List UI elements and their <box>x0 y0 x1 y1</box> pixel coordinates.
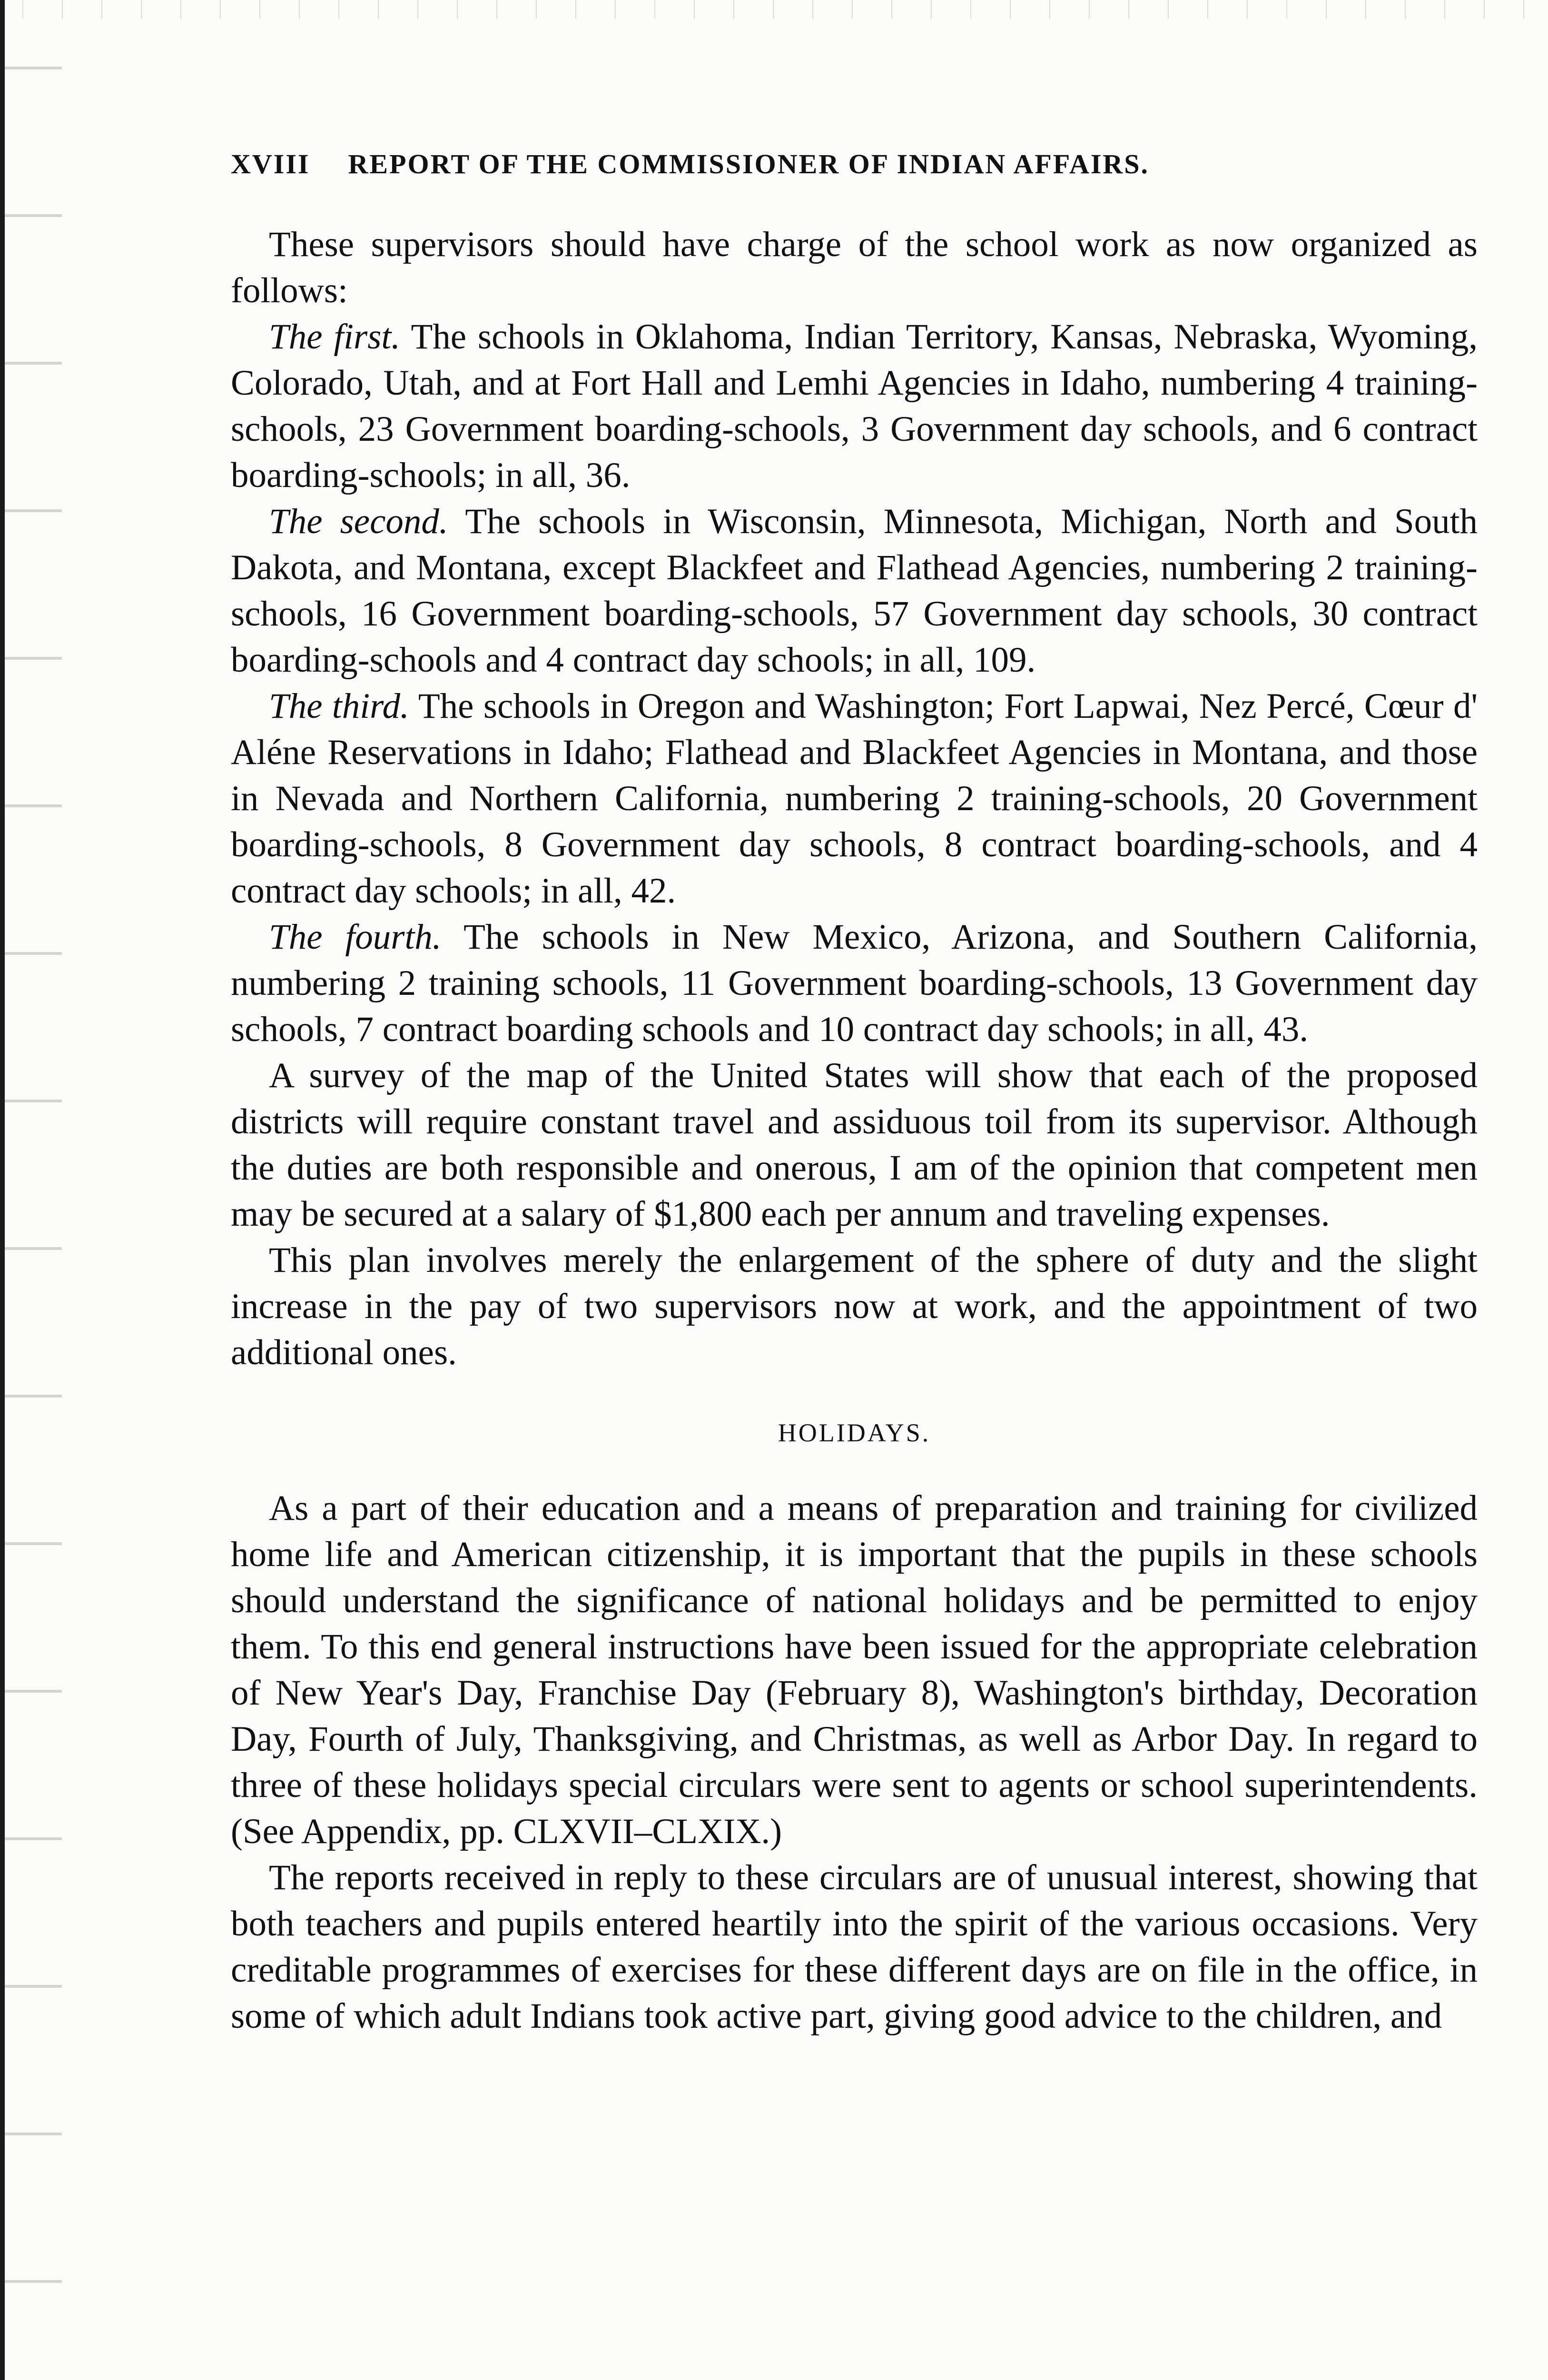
paragraph-lead: The first. <box>269 317 400 357</box>
paragraph-lead: The third. <box>269 686 409 726</box>
page-number: XVIII <box>231 149 310 179</box>
paragraph-text: The reports received in reply to these circulars are of unusual interest, showing that both teachers and pupils entered heartily into the spirit of the various occasions. Very creditable programmes of exercises for these different days are on file in the office, in some of which adult Indians took active part, giving good advice to the children, and <box>231 1858 1478 2036</box>
paragraph <box>231 1052 1478 1237</box>
paragraph <box>231 1854 1478 2039</box>
paragraph <box>231 683 1478 914</box>
paragraph <box>231 1485 1478 1854</box>
paragraph-text: The schools in Oregon and Washington; Fort Lapwai, Nez Percé, Cœur d' Aléne Reservations in Idaho; Flathead and Blackfeet Agencies in Montana, and those in Nevada and Northern California, numbering 2 training-schools, 20 Government boarding-schools, 8 Government day schools, 8 contract boarding-schools, and 4 contract day schools; in all, 42. <box>231 686 1478 911</box>
page-header <box>231 145 1380 183</box>
scan-edge-top <box>5 0 1548 19</box>
paragraph <box>231 498 1478 683</box>
paragraph <box>231 1237 1478 1376</box>
paragraph-text: The schools in Wisconsin, Minnesota, Michigan, North and South Dakota, and Montana, except Blackfeet and Flathead Agencies, numbering 2 training-schools, 16 Government boarding-schools, 57 Government day schools, 30 contract boarding-schools and 4 contract day schools; in all, 109. <box>231 502 1478 680</box>
page-body <box>231 221 1478 2039</box>
paragraph <box>231 314 1478 498</box>
running-title: REPORT OF THE COMMISSIONER OF INDIAN AFFAIRS. <box>348 149 1150 179</box>
paragraph-lead: The fourth. <box>269 917 442 957</box>
paragraph-text: A survey of the map of the United States will show that each of the proposed districts will require constant travel and assiduous toil from its supervisor. Although the duties are both responsible and onerous, I am of the opinion that competent men may be secured at a salary of $1,800 each per annum and traveling expenses. <box>231 1056 1478 1234</box>
paragraph-text: These supervisors should have charge of the school work as now organized as follows: <box>231 225 1478 310</box>
paragraph <box>231 221 1478 314</box>
paragraph-text: The schools in Oklahoma, Indian Territory, Kansas, Nebraska, Wyoming, Colorado, Utah, and at Fort Hall and Lemhi Agencies in Idaho, numbering 4 training-schools, 23 Government boarding-schools, 3 Government day schools, and 6 contract boarding-schools; in all, 36. <box>231 317 1478 495</box>
paragraph <box>231 914 1478 1052</box>
paragraph-group-bottom <box>231 1485 1478 2039</box>
scan-edge-left <box>5 0 62 2380</box>
paragraph-lead: The second. <box>269 502 448 541</box>
paragraph-text: This plan involves merely the enlargement of the sphere of duty and the slight increase in the pay of two supervisors now at work, and the appointment of two additional ones. <box>231 1240 1478 1372</box>
paragraph-text: As a part of their education and a means of preparation and training for civilized home life and American citizenship, it is important that the pupils in these schools should understand the significance of national holidays and be permitted to enjoy them. To this end general instructions have been issued for the appropriate celebration of New Year's Day, Franchise Day (February 8), Washington's birthday, Decoration Day, Fourth of July, Thanksgiving, and Christmas, as well as Arbor Day. In regard to three of these holidays special circulars were sent to agents or school superintendents. (See Appendix, pp. CLXVII–CLXIX.) <box>231 1488 1478 1851</box>
paragraph-group-top <box>231 221 1478 1376</box>
section-heading: HOLIDAYS. <box>778 1418 931 1447</box>
paragraph-text: The schools in New Mexico, Arizona, and Southern California, numbering 2 training schools, 11 Government boarding-schools, 13 Government day schools, 7 contract boarding schools and 10 contract day schools; in all, 43. <box>231 917 1478 1049</box>
